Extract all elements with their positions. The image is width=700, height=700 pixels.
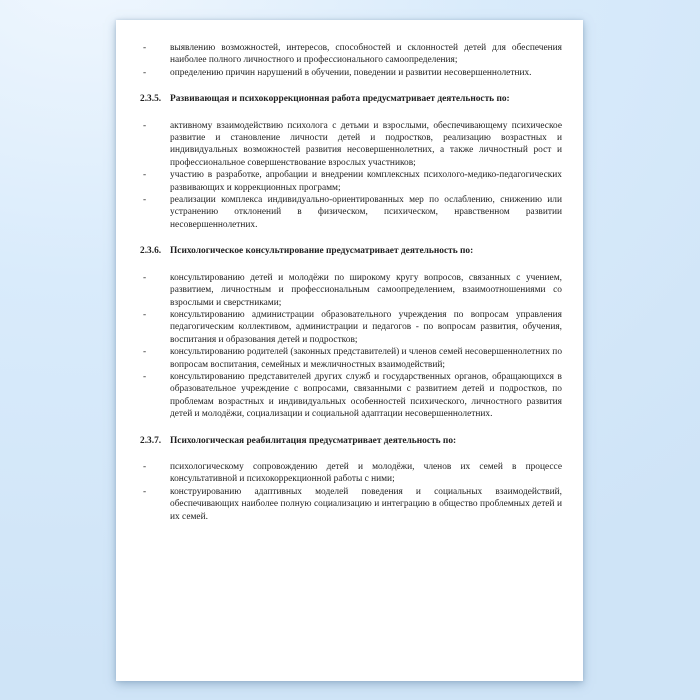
section-heading-2-3-7 [140,435,562,447]
section-number: 2.3.6. [140,246,162,257]
bullet-dash: - [143,67,147,78]
section-heading-2-3-5 [140,93,562,105]
list-item-text: консультированию родителей (законных представителей) и членов семей несовершеннолетних по вопросам воспитания, семейных и межличностных взаимодействий; [170,347,563,370]
list-item [140,371,562,421]
list-item [140,42,562,67]
list-item [140,194,562,231]
bullet-dash: - [143,43,147,53]
document-body [116,20,583,523]
list-item-text: определению причин нарушений в обучении, поведении и развитии несовершеннолетних. [170,67,532,78]
list-item-text: реализации комплекса индивидуально-ориентированных мер по ослаблению, снижению или устранению отклонений в физическом, психическом, нравственном развитии несовершеннолетних. [170,195,562,230]
list-item [140,486,562,523]
list-item-text: выявлению возможностей, интересов, способностей и склонностей детей для обеспечения наиболее полного личностного и профессионального самоопределения; [170,43,562,66]
list-item-text: психологическому сопровождению детей и молодёжи, членов их семей в процессе консультативной и психокоррекционной работы с ними; [170,461,562,485]
bullet-dash: - [143,170,147,181]
bullet-dash: - [143,272,147,283]
list-item-text: активному взаимодействию психолога с детьми и взрослыми, обеспечивающему психическое развитие и становление личности детей и подростков, реализацию возрастных и индивидуальных возможностей развития несовершеннолетних, а также личностный рост и профессиональное совершенствование взрослых участников; [170,120,562,168]
list-item [140,120,562,170]
list-item [140,169,562,194]
list-item-text: консультированию представителей других служб и государственных органов, обращающихся в образовательное учреждение с вопросами, связанными с развитием детей и подростков, по проблемам возрастных и индивидуальных особенностей психического, личностного развития детей и молодёжи, социализации и социальной адаптации несовершеннолетних. [170,371,562,420]
list-item-text: консультированию администрации образовательного учреждения по вопросам управления педагогическим коллективом, администрации и педагогов - по вопросам развития, обучения, воспитания и образования детей и подростков; [170,309,562,345]
section-number: 2.3.5. [140,94,162,105]
bullet-dash: - [143,195,147,206]
bullet-dash: - [143,120,147,131]
bullet-dash: - [143,371,147,382]
bullet-dash: - [143,309,147,320]
list-item [140,309,562,346]
list-item-text: конструированию адаптивных моделей поведения и социальных взаимодействий, обеспечивающих наиболее полную социализацию и интеграцию в общество проблемных детей и их семей. [170,486,562,522]
list-item [140,272,562,309]
document-page [116,20,583,681]
list-item-text: участию в разработке, апробации и внедрении комплексных психолого-медико-педагогических развивающих и коррекционных программ; [170,170,562,193]
list-item [140,346,562,371]
list-item-text: консультированию детей и молодёжи по широкому кругу вопросов, связанных с учением, развитием, личностным и профессиональным самоопределением, взаимоотношениями со взрослыми и сверстниками; [170,272,562,308]
bullet-dash: - [143,486,147,497]
section-heading-2-3-6 [140,245,562,257]
section-title: Психологическая реабилитация предусматривает деятельность по: [170,435,457,446]
section-title: Развивающая и психокоррекционная работа предусматривает деятельность по: [170,94,510,105]
list-item [140,67,562,79]
section-title: Психологическое консультирование предусматривает деятельность по: [170,246,474,257]
list-item [140,461,562,486]
bullet-dash: - [143,461,147,472]
section-number: 2.3.7. [140,435,162,446]
bullet-dash: - [143,347,147,358]
